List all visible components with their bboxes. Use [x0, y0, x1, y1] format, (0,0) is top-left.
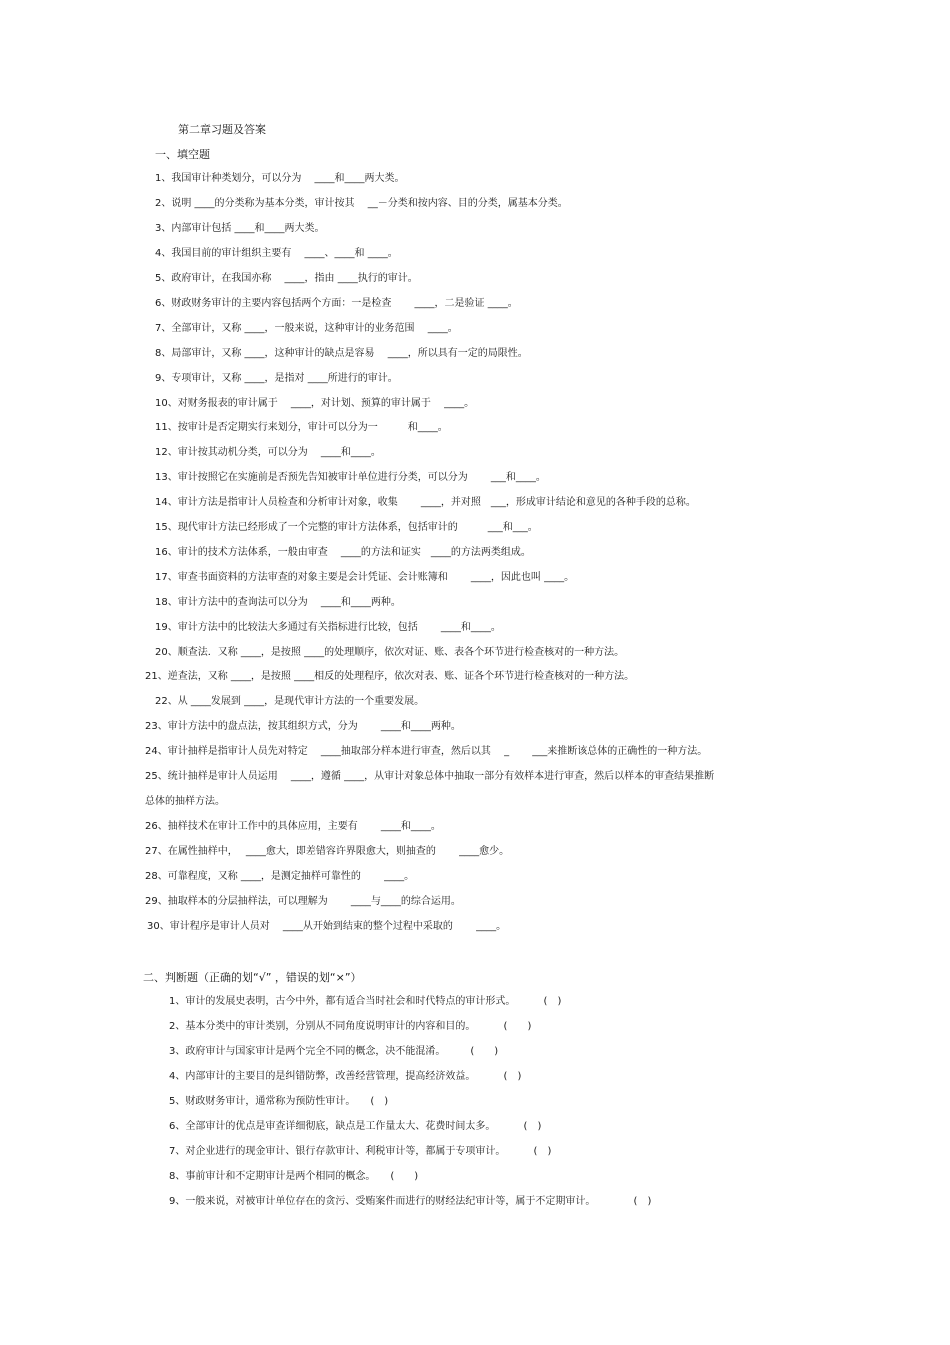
judge-question: 2、基本分类中的审计类别，分别从不同角度说明审计的内容和目的。 ( ) — [169, 1021, 532, 1032]
fill-question: 25、统计抽样是审计人员运用 ____，遵循 ____，从审计对象总体中抽取一部分有效样本进行审查，然后以样本的审查结果推断 — [145, 771, 715, 782]
fill-question: 22、从 ____发展到 ____，是现代审计方法的一个重要发展。 — [155, 696, 425, 707]
judge-question: 4、内部审计的主要目的是纠错防弊，改善经营管理，提高经济效益。 ( ) — [169, 1071, 522, 1082]
section-heading-true-false: 二、判断题（正确的划“√” ，错误的划“×”） — [143, 971, 362, 984]
fill-question: 21、逆查法，又称 ____，是按照 ____相反的处理程序，依次对表、账、证各个环节进行检查核对的一种方法。 — [145, 671, 635, 682]
fill-question: 19、审计方法中的比较法大多通过有关指标进行比较，包括 ____和____。 — [155, 622, 501, 633]
fill-question: 18、审计方法中的查询法可以分为 ____和____两种。 — [155, 597, 401, 608]
judge-question: 5、财政财务审计，通常称为预防性审计。 ( ) — [169, 1096, 389, 1107]
fill-question: 8、局部审计，又称 ____，这种审计的缺点是容易 ____，所以具有一定的局限性。 — [155, 348, 528, 359]
fill-question: 28、可靠程度，又称 ____，是测定抽样可靠性的 ____。 — [145, 871, 415, 882]
document-title: 第二章习题及答案 — [178, 123, 266, 136]
fill-question: 4、我国目前的审计组织主要有 ____、____和 ____。 — [155, 248, 398, 259]
fill-question: 23、审计方法中的盘点法，按其组织方式，分为 ____和____两种。 — [145, 721, 461, 732]
fill-question-continuation: 总体的抽样方法。 — [145, 796, 225, 807]
judge-question: 7、对企业进行的现金审计、银行存款审计、利税审计等，都属于专项审计。 ( ) — [169, 1146, 552, 1157]
fill-question: 3、内部审计包括 ____和____两大类。 — [155, 223, 325, 234]
fill-question: 5、政府审计，在我国亦称 ____，指由 ____执行的审计。 — [155, 273, 418, 284]
fill-question: 17、审查书面资料的方法审查的对象主要是会计凭证、会计账簿和 ____，因此也叫 ____。 — [155, 572, 575, 583]
fill-question: 1、我国审计种类划分，可以分为 ____和____两大类。 — [155, 173, 405, 184]
section-heading-fill-blank: 一、填空题 — [155, 148, 210, 161]
judge-question: 3、政府审计与国家审计是两个完全不同的概念，决不能混淆。 ( ) — [169, 1046, 499, 1057]
fill-question: 6、财政财务审计的主要内容包括两个方面：一是检查 ____，二是验证 ____。 — [155, 298, 518, 309]
fill-question: 27、在属性抽样中， ____愈大，即差错容许界限愈大，则抽查的 ____愈少。 — [145, 846, 510, 857]
fill-question: 11、按审计是否定期实行来划分，审计可以分为一 和____。 — [155, 422, 448, 433]
judge-question: 1、审计的发展史表明，古今中外，都有适合当时社会和时代特点的审计形式。 ( ) — [169, 996, 562, 1007]
fill-question: 29、抽取样本的分层抽样法，可以理解为 ____与____的综合运用。 — [145, 896, 461, 907]
fill-question: 12、审计按其动机分类，可以分为 ____和____。 — [155, 447, 381, 458]
fill-question: 16、审计的技术方法体系，一般由审查 ____的方法和证实 ____的方法两类组成。 — [155, 547, 531, 558]
fill-question: 20、顺查法．又称 ____，是按照 ____的处理顺序，依次对证、账、表各个环节进行检查核对的一种方法。 — [155, 647, 625, 658]
judge-question: 6、全部审计的优点是审查详细彻底，缺点是工作量太大、花费时间太多。 ( ) — [169, 1121, 542, 1132]
judge-question: 8、事前审计和不定期审计是两个相同的概念。 ( ) — [169, 1171, 419, 1182]
fill-question: 15、现代审计方法已经形成了一个完整的审计方法体系，包括审计的 ___和___。 — [155, 522, 538, 533]
fill-question: 26、抽样技术在审计工作中的具体应用，主要有 ____和____。 — [145, 821, 441, 832]
fill-question: 10、对财务报表的审计属于 ____，对计划、预算的审计属于 ____。 — [155, 398, 475, 409]
fill-question: 13、审计按照它在实施前是否预先告知被审计单位进行分类，可以分为 ___和____。 — [155, 472, 546, 483]
fill-question: 2、说明 ____的分类称为基本分类，审计按其 __－分类和按内容、目的分类，属基本分类。 — [155, 198, 568, 209]
fill-question: 24、审计抽样是指审计人员先对特定 ____抽取部分样本进行审查，然后以其 _ ___来推断该总体的正确性的一种方法。 — [145, 746, 708, 757]
fill-question: 30、审计程序是审计人员对 ____从开始到结束的整个过程中采取的 ____。 — [147, 921, 507, 932]
fill-question: 9、专项审计，又称 ____，是指对 ____所进行的审计。 — [155, 373, 398, 384]
fill-question: 14、审计方法是指审计人员检查和分析审计对象，收集 ____，并对照 ___，形成审计结论和意见的各种手段的总称。 — [155, 497, 696, 508]
fill-question: 7、全部审计，又称 ____，一般来说，这种审计的业务范围 ____。 — [155, 323, 458, 334]
judge-question: 9、一般来说，对被审计单位存在的贪污、受贿案件而进行的财经法纪审计等，属于不定期审计。 ( ) — [169, 1196, 652, 1207]
